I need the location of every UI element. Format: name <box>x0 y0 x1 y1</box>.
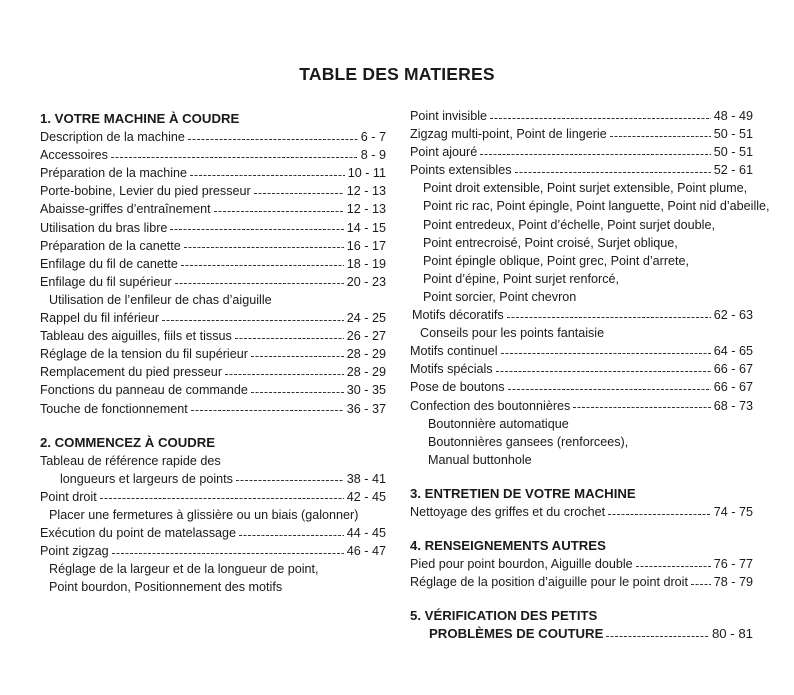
toc-entry-label: Boutonnières gansees (renforcees), <box>428 434 629 449</box>
toc-entry-label: Manual buttonhole <box>428 452 532 467</box>
toc-entry-pages: 24 - 25 <box>346 311 386 326</box>
toc-entry-pages: 74 - 75 <box>713 504 753 519</box>
toc-entry <box>40 182 386 200</box>
dash-leader <box>507 317 711 318</box>
section-heading <box>410 625 753 643</box>
toc-entry <box>410 503 753 521</box>
toc-entry <box>40 128 386 146</box>
toc-entry-label: Utilisation de l’enfileur de chas d’aiguille <box>49 292 272 307</box>
toc-entry <box>410 252 753 270</box>
toc-entry-pages: 68 - 73 <box>713 398 753 413</box>
dash-leader <box>480 154 711 155</box>
dash-leader <box>214 211 344 212</box>
toc-entry <box>410 179 753 197</box>
toc-entry-label: Réglage de la tension du fil supérieur <box>40 347 248 362</box>
toc-left-column <box>40 110 386 596</box>
toc-entry-label: Boutonnière automatique <box>428 416 569 431</box>
toc-entry-pages: 66 - 67 <box>713 362 753 377</box>
toc-entry-pages: 6 - 7 <box>360 130 386 145</box>
toc-entry <box>40 237 386 255</box>
toc-entry-label: Zigzag multi-point, Point de lingerie <box>410 127 607 142</box>
toc-entry <box>40 506 386 524</box>
dash-leader <box>490 118 711 119</box>
toc-entry-label: Exécution du point de matelassage <box>40 526 237 541</box>
toc-entry-pages: 76 - 77 <box>713 557 753 572</box>
toc-entry <box>40 524 386 542</box>
toc-entry-pages: 14 - 15 <box>346 220 386 235</box>
toc-entry <box>410 234 753 252</box>
toc-entry-pages: 30 - 35 <box>346 383 386 398</box>
dash-leader <box>610 136 711 137</box>
toc-entry <box>40 200 386 218</box>
section-heading-text: 3. ENTRETIEN DE VOTRE MACHINE <box>410 485 636 501</box>
dash-leader <box>236 480 344 481</box>
toc-entry-label: Réglage de la position d’aiguille pour le point droit <box>410 575 688 590</box>
dash-leader <box>501 353 711 354</box>
toc-entry-label: Préparation de la canette <box>40 238 181 253</box>
toc-entry-pages: 66 - 67 <box>713 380 753 395</box>
toc-entry <box>40 291 386 309</box>
toc-entry-label: Point droit extensible, Point surjet extensible, Point plume, <box>423 181 748 196</box>
toc-entry-label: Point ajouré <box>410 145 478 160</box>
toc-entry <box>410 573 753 591</box>
dash-leader <box>608 514 711 515</box>
toc-entry <box>410 324 753 342</box>
toc-entry-pages: 78 - 79 <box>713 575 753 590</box>
section-heading <box>40 434 386 452</box>
dash-leader <box>496 371 711 372</box>
toc-entry <box>410 433 753 451</box>
toc-entry-label: Point entrecroisé, Point croisé, Surjet oblique, <box>423 235 678 250</box>
toc-entry-pages: 50 - 51 <box>713 145 753 160</box>
toc-entry-label: Utilisation du bras libre <box>40 220 168 235</box>
toc-entry-label: Point d’épine, Point surjet renforcé, <box>423 271 620 286</box>
dash-leader <box>515 172 711 173</box>
section-heading <box>410 537 753 555</box>
toc-entry-label: Fonctions du panneau de commande <box>40 383 248 398</box>
toc-entry-label: Abaisse-griffes d’entraînement <box>40 202 211 217</box>
toc-entry-pages: 48 - 49 <box>713 109 753 123</box>
toc-entry <box>410 107 753 125</box>
toc-entry <box>410 415 753 433</box>
dash-leader <box>188 139 358 140</box>
toc-entry <box>410 360 753 378</box>
section-heading-text: 4. RENSEIGNEMENTS AUTRES <box>410 538 606 554</box>
toc-entry <box>40 255 386 273</box>
dash-leader <box>100 498 344 499</box>
toc-entry-pages: 18 - 19 <box>346 256 386 271</box>
toc-entry-label: Point droit <box>40 489 97 504</box>
toc-entry <box>410 125 753 143</box>
toc-entry-pages: 44 - 45 <box>346 526 386 541</box>
toc-entry <box>40 146 386 164</box>
toc-entry-pages: 16 - 17 <box>346 238 386 253</box>
toc-entry-label: Pied pour point bourdon, Aiguille double <box>410 557 633 572</box>
toc-entry-pages: 8 - 9 <box>360 148 386 163</box>
toc-entry <box>410 288 753 306</box>
toc-entry-label: Motifs spécials <box>410 362 493 377</box>
toc-entry-pages: 46 - 47 <box>346 544 386 559</box>
toc-entry-pages: 50 - 51 <box>713 127 753 142</box>
toc-entry <box>410 342 753 360</box>
toc-entry-label: Point sorcier, Point chevron <box>423 289 577 304</box>
toc-entry-pages: 64 - 65 <box>713 344 753 359</box>
dash-leader <box>175 283 344 284</box>
toc-entry <box>410 555 753 573</box>
toc-entry-label: Réglage de la largeur et de la longueur de point, <box>49 562 319 577</box>
page-title: TABLE DES MATIERES <box>299 64 495 84</box>
toc-entry-label: Enfilage du fil supérieur <box>40 274 172 289</box>
toc-entry-label: Points extensibles <box>410 163 512 178</box>
toc-entry-pages: 62 - 63 <box>713 308 753 323</box>
toc-entry <box>410 306 753 324</box>
toc-entry <box>40 542 386 560</box>
toc-entry-label: Enfilage du fil de canette <box>40 256 178 271</box>
toc-entry-label: Point ric rac, Point épingle, Point languette, Point nid d’abeille, <box>423 199 770 214</box>
section-heading-text: 1. VOTRE MACHINE À COUDRE <box>40 111 240 126</box>
toc-entry <box>410 197 770 215</box>
toc-entry <box>40 578 386 596</box>
toc-entry <box>40 381 386 399</box>
section-heading <box>410 607 753 625</box>
toc-entry-pages: 20 - 23 <box>346 274 386 289</box>
toc-entry <box>40 452 386 470</box>
toc-entry-label: Description de la machine <box>40 130 185 145</box>
toc-entry <box>40 400 386 418</box>
toc-entry-label: Point épingle oblique, Point grec, Point d’arrete, <box>423 253 690 268</box>
toc-entry-pages: 28 - 29 <box>346 365 386 380</box>
toc-entry-pages: 80 - 81 <box>711 626 753 642</box>
dash-leader <box>573 407 710 408</box>
section-heading-text: PROBLÈMES DE COUTURE <box>429 626 604 642</box>
dash-leader <box>239 535 344 536</box>
toc-entry-label: Pose de boutons <box>410 380 505 395</box>
toc-entry <box>410 451 753 469</box>
dash-leader <box>251 356 344 357</box>
dash-leader <box>254 193 344 194</box>
toc-entry <box>410 378 753 396</box>
toc-entry-pages: 52 - 61 <box>713 163 753 178</box>
dash-leader <box>508 389 711 390</box>
toc-entry-label: Motifs continuel <box>410 344 498 359</box>
toc-entry-label: Point bourdon, Positionnement des motifs <box>49 580 283 595</box>
dash-leader <box>181 265 344 266</box>
dash-leader <box>636 566 711 567</box>
toc-entry-label: Point entredeux, Point d’échelle, Point surjet double, <box>423 217 715 232</box>
toc-entry-pages: 10 - 11 <box>347 166 386 181</box>
toc-entry-pages: 26 - 27 <box>346 329 386 344</box>
toc-entry-pages: 36 - 37 <box>346 401 386 416</box>
toc-entry <box>40 488 386 506</box>
toc-entry-label: Touche de fonctionnement <box>40 401 188 416</box>
toc-entry-label: Remplacement du pied presseur <box>40 365 223 380</box>
dash-leader <box>190 175 345 176</box>
dash-leader <box>691 584 711 585</box>
toc-entry-label: Point zigzag <box>40 544 109 559</box>
toc-entry <box>410 161 753 179</box>
dash-leader <box>225 374 344 375</box>
toc-entry-label: Motifs décoratifs <box>412 308 504 323</box>
toc-right-column <box>410 107 770 644</box>
toc-entry <box>410 143 753 161</box>
toc-entry <box>40 273 386 291</box>
dash-leader <box>235 338 344 339</box>
dash-leader <box>111 157 358 158</box>
toc-entry-label: Tableau de référence rapide des <box>40 453 221 468</box>
section-heading <box>40 110 386 128</box>
dash-leader <box>251 392 344 393</box>
dash-leader <box>606 636 709 637</box>
toc-entry <box>40 219 386 237</box>
toc-entry <box>410 397 753 415</box>
toc-entry <box>40 309 386 327</box>
dash-leader <box>162 320 344 321</box>
toc-entry-pages: 12 - 13 <box>346 184 386 199</box>
toc-entry <box>40 345 386 363</box>
toc-entry <box>40 164 386 182</box>
toc-entry-label: Préparation de la machine <box>40 166 188 181</box>
toc-entry-pages: 28 - 29 <box>346 347 386 362</box>
toc-entry <box>40 327 386 345</box>
toc-entry-label: Point invisible <box>410 109 488 123</box>
toc-entry <box>40 363 386 381</box>
toc-entry-pages: 42 - 45 <box>346 489 386 504</box>
dash-leader <box>184 247 344 248</box>
toc-entry-pages: 12 - 13 <box>346 202 386 217</box>
toc-entry-label: Porte-bobine, Levier du pied presseur <box>40 184 251 199</box>
toc-entry-label: longueurs et largeurs de points <box>60 471 233 486</box>
toc-entry <box>410 270 753 288</box>
toc-entry-pages: 38 - 41 <box>346 471 386 486</box>
toc-entry-label: Placer une fermetures à glissière ou un biais (galonner) <box>49 507 359 522</box>
toc-entry <box>40 470 386 488</box>
section-heading-text: 5. VÉRIFICATION DES PETITS <box>410 608 598 624</box>
dash-leader <box>112 553 344 554</box>
dash-leader <box>191 410 344 411</box>
dash-leader <box>170 229 343 230</box>
toc-entry-label: Tableau des aiguilles, fiils et tissus <box>40 329 232 344</box>
section-heading-text: 2. COMMENCEZ À COUDRE <box>40 434 216 450</box>
section-heading <box>410 485 753 503</box>
toc-entry-label: Accessoires <box>40 148 108 163</box>
toc-entry-label: Conseils pour les points fantaisie <box>420 326 605 341</box>
toc-entry <box>410 216 753 234</box>
toc-entry-label: Rappel du fil inférieur <box>40 311 160 326</box>
toc-entry-label: Confection des boutonnières <box>410 398 571 413</box>
toc-entry <box>40 560 386 578</box>
toc-entry-label: Nettoyage des griffes et du crochet <box>410 504 606 519</box>
